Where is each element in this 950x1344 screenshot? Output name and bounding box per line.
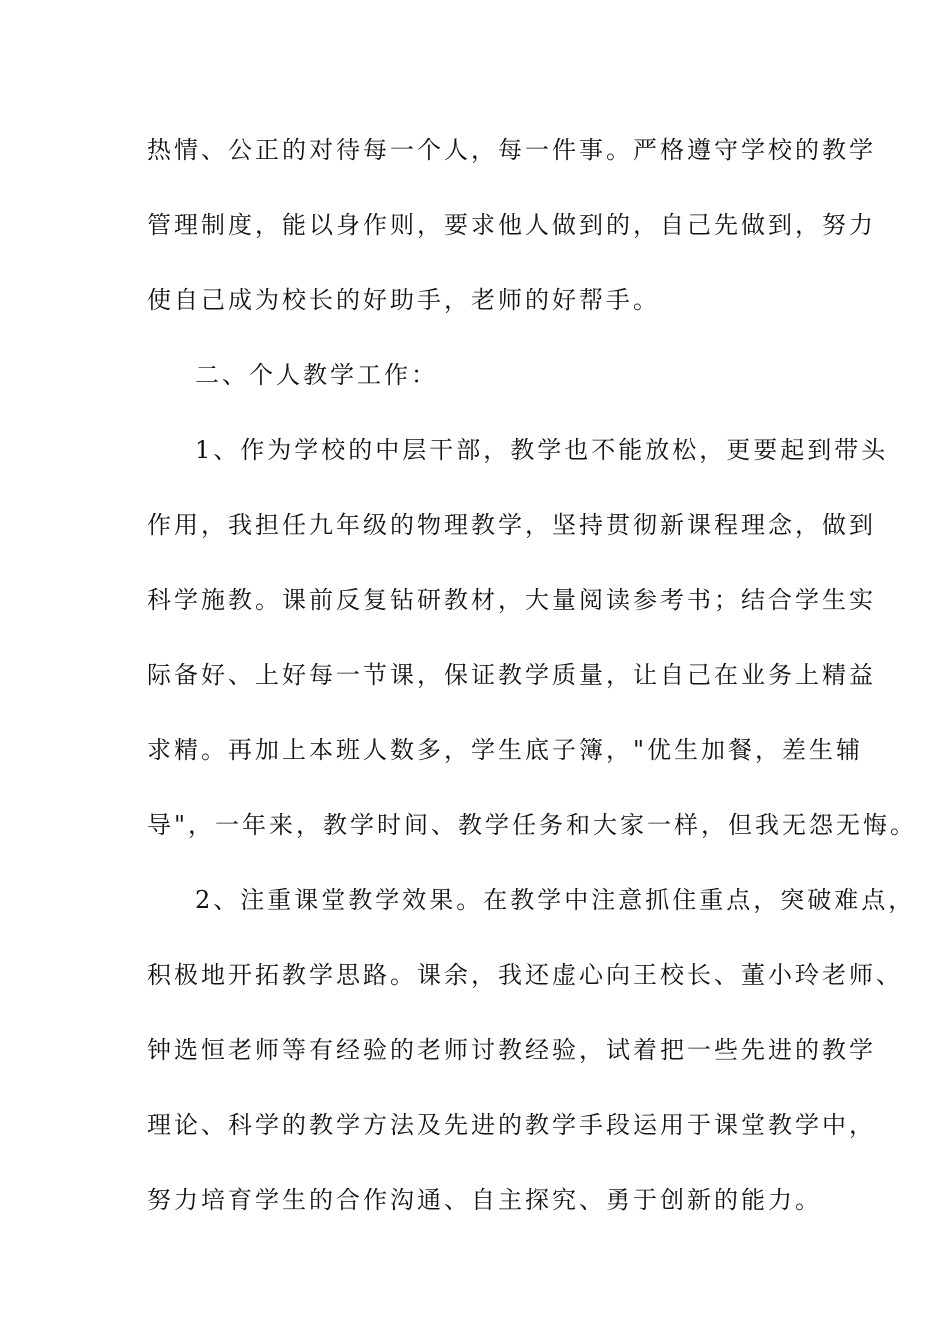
text-line: 导"，一年来，教学时间、教学任务和大家一样，但我无怨无悔。 — [147, 811, 918, 839]
text-line: 努力培育学生的合作沟通、自主探究、勇于创新的能力。 — [147, 1186, 822, 1214]
text-line: 积极地开拓教学思路。课余，我还虚心向王校长、董小玲老师、 — [147, 961, 903, 989]
text-line: 使自己成为校长的好助手，老师的好帮手。 — [147, 286, 660, 314]
text-line: 热情、公正的对待每一个人，每一件事。严格遵守学校的教学 — [147, 136, 876, 164]
text-line: 际备好、上好每一节课，保证教学质量，让自己在业务上精益 — [147, 661, 876, 689]
text-line: 作用，我担任九年级的物理教学，坚持贯彻新课程理念，做到 — [147, 511, 876, 539]
text-line: 钟选恒老师等有经验的老师讨教经验，试着把一些先进的教学 — [147, 1036, 876, 1064]
text-line: 理论、科学的教学方法及先进的教学手段运用于课堂教学中， — [147, 1111, 876, 1139]
text-line: 求精。再加上本班人数多，学生底子簿，"优生加餐，差生辅 — [147, 736, 864, 764]
section-heading: 二、个人教学工作： — [195, 361, 438, 389]
text-line: 管理制度，能以身作则，要求他人做到的，自己先做到，努力 — [147, 211, 876, 239]
text-line: 2、注重课堂教学效果。在教学中注意抓住重点，突破难点， — [195, 886, 916, 914]
text-line: 1、作为学校的中层干部，教学也不能放松，更要起到带头 — [195, 436, 889, 464]
text-line: 科学施教。课前反复钻研教材，大量阅读参考书；结合学生实 — [147, 586, 876, 614]
